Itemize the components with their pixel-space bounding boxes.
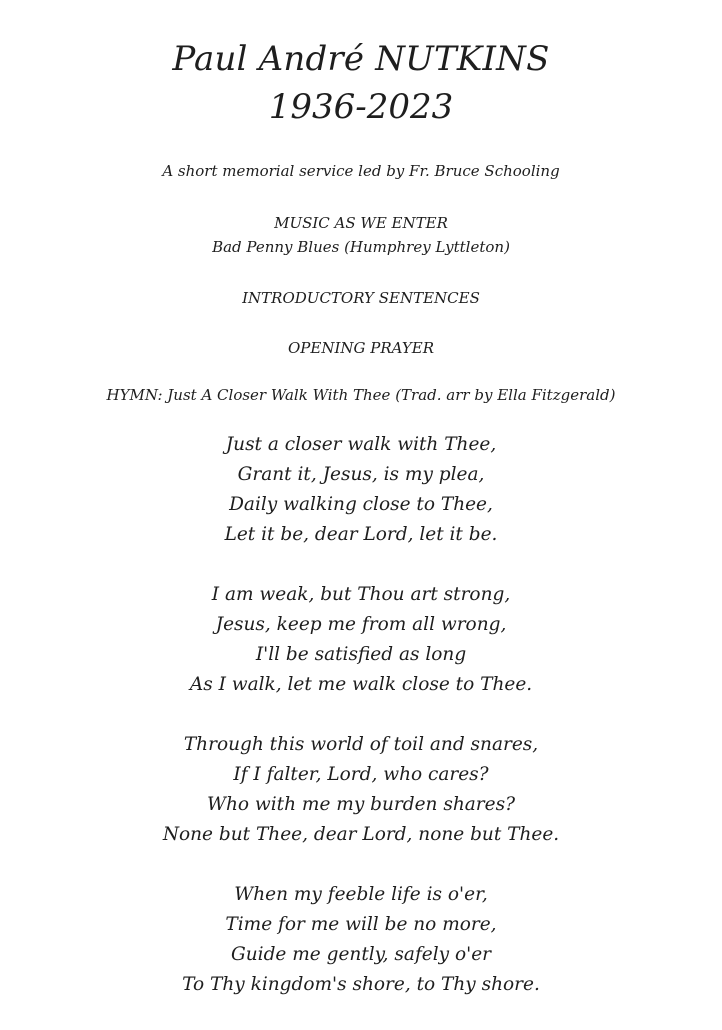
verse-3 bbox=[0, 730, 722, 850]
hymn-credit: (Trad. arr by Ella Fitzgerald) bbox=[395, 386, 616, 404]
verse-line: When my feeble life is o'er, bbox=[234, 884, 488, 905]
verse-1 bbox=[0, 430, 722, 550]
section-heading-opening-prayer: OPENING PRAYER bbox=[287, 339, 435, 357]
hymn-verses bbox=[0, 430, 722, 1030]
verse-line: Just a closer walk with Thee, bbox=[225, 434, 497, 455]
hymn-heading bbox=[0, 384, 722, 406]
verse-line: None but Thee, dear Lord, none but Thee. bbox=[162, 824, 560, 845]
service-subtitle: A short memorial service led by Fr. Bruce Schooling bbox=[162, 162, 560, 180]
section-sub-music: Bad Penny Blues (Humphrey Lyttleton) bbox=[212, 238, 510, 256]
verse-line: If I falter, Lord, who cares? bbox=[233, 764, 489, 785]
hymn-title: HYMN: Just A Closer Walk With Thee bbox=[106, 386, 391, 404]
verse-line: As I walk, let me walk close to Thee. bbox=[189, 674, 533, 695]
verse-line: I am weak, but Thou art strong, bbox=[211, 584, 511, 605]
verse-line: Jesus, keep me from all wrong, bbox=[215, 614, 507, 635]
section-heading-music: MUSIC AS WE ENTER bbox=[274, 214, 448, 232]
verse-line: Time for me will be no more, bbox=[225, 914, 497, 935]
verse-line: Guide me gently, safely o'er bbox=[230, 944, 492, 965]
verse-line: To Thy kingdom's shore, to Thy shore. bbox=[182, 974, 540, 995]
deceased-name: Paul André NUTKINS bbox=[172, 39, 550, 79]
verse-line: Daily walking close to Thee, bbox=[229, 494, 493, 515]
verse-4 bbox=[0, 880, 722, 1000]
verse-2 bbox=[0, 580, 722, 700]
verse-line: Let it be, dear Lord, let it be. bbox=[224, 524, 498, 545]
verse-line: Through this world of toil and snares, bbox=[183, 734, 539, 755]
life-years: 1936-2023 bbox=[268, 87, 454, 127]
section-heading-introductory: INTRODUCTORY SENTENCES bbox=[242, 289, 480, 307]
verse-line: I'll be satisfied as long bbox=[255, 644, 467, 665]
verse-line: Grant it, Jesus, is my plea, bbox=[237, 464, 485, 485]
verse-line: Who with me my burden shares? bbox=[206, 794, 515, 815]
